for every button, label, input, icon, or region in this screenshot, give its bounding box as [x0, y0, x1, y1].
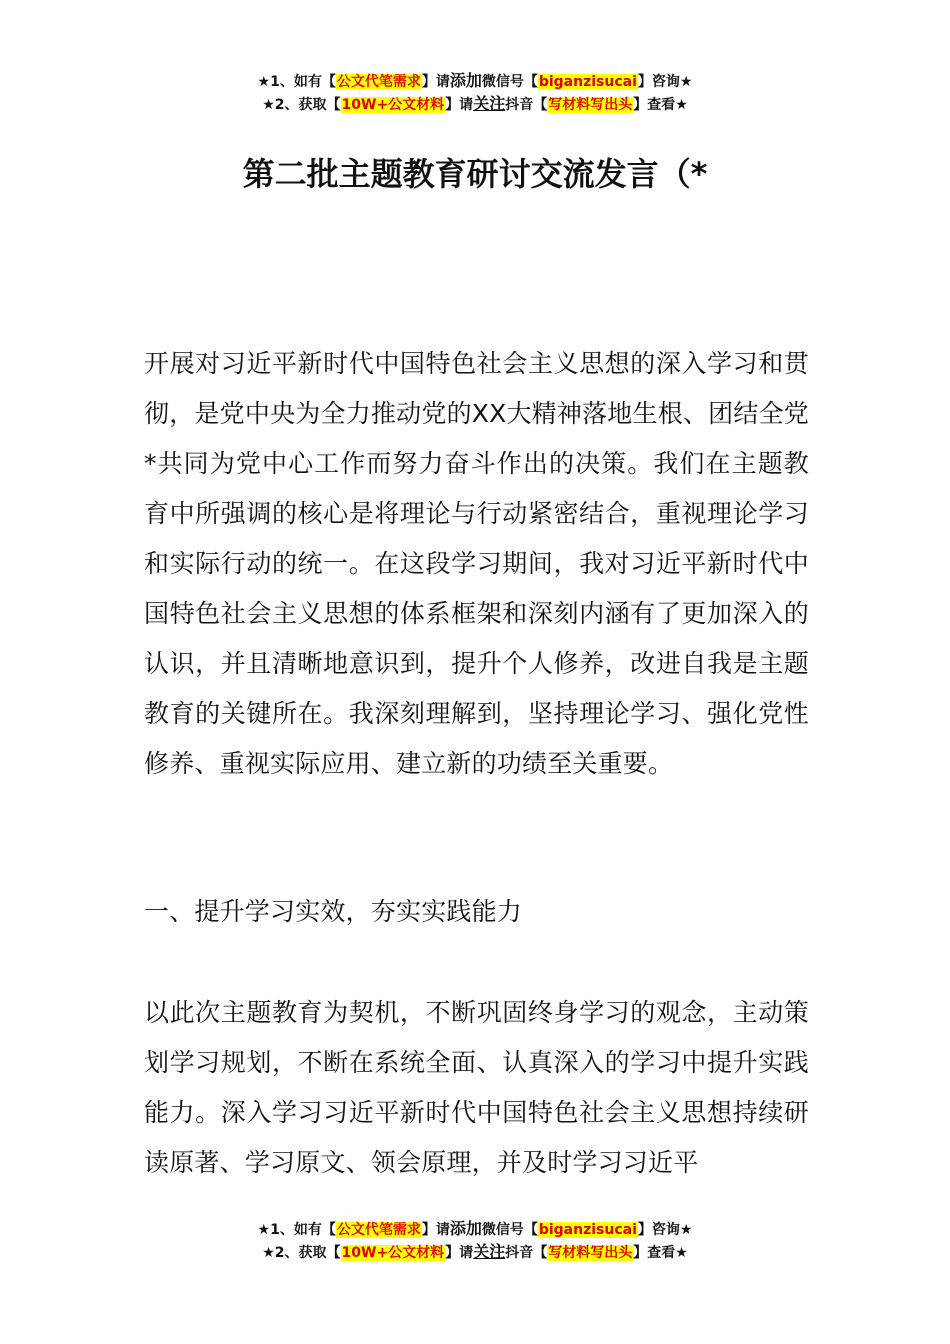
wechat-id-highlight: biganzisucai	[538, 1222, 637, 1238]
wechat-id-highlight: biganzisucai	[538, 74, 637, 90]
document-title: 第二批主题教育研讨交流发言（*	[242, 155, 708, 193]
notice-highlight: 10W+公文材料	[341, 97, 445, 113]
douyin-highlight: 写材料写出头	[548, 97, 633, 113]
notice-highlight: 公文代笔需求	[336, 74, 421, 90]
notice-highlight: 10W+公文材料	[341, 1245, 445, 1261]
notice-highlight: 公文代笔需求	[336, 1222, 421, 1238]
paragraph-text: 开展对习近平新时代中国特色社会主义思想的深入学习和贯彻，是党中央为全力推动党的XX大精神落地生根、团结全党*共同为党中心工作而努力奋斗作出的决策。我们在主题教育中所强调的核心是将理论与行动紧密结合，重视理论学习和实际行动的统一。在这段学习期间，我对习近平新时代中国特色社会主义思想的体系框架和深刻内涵有了更加深入的认识，并且清晰地意识到，提升个人修养，改进自我是主题教育的关键所在。我深刻理解到，坚持理论学习、强化党性修养、重视实际应用、建立新的功绩至关重要。	[144, 349, 809, 778]
notice-line-1: ★1、如有【公文代笔需求】请添加微信号【biganzisucai】咨询★	[257, 1219, 693, 1238]
footer-notice	[0, 1218, 950, 1264]
body-paragraph-2	[144, 988, 809, 1188]
section-heading-text: 一、提升学习实效，夯实实践能力	[144, 897, 523, 926]
paragraph-text: 以此次主题教育为契机，不断巩固终身学习的观念，主动策划学习规划，不断在系统全面、认真深入的学习中提升实践能力。深入学习习近平新时代中国特色社会主义思想持续研读原著、学习原文、领会原理，并及时学习习近平	[144, 998, 809, 1177]
section-heading-1	[144, 887, 809, 937]
header-notice	[0, 70, 950, 116]
notice-line-1: ★1、如有【公文代笔需求】请添加微信号【biganzisucai】咨询★	[257, 71, 693, 90]
notice-line-2: ★2、获取【10W+公文材料】请关注抖音【写材料写出头】查看★	[262, 94, 688, 113]
notice-line-2: ★2、获取【10W+公文材料】请关注抖音【写材料写出头】查看★	[262, 1242, 688, 1261]
body-paragraph-1	[144, 339, 809, 789]
douyin-highlight: 写材料写出头	[548, 1245, 633, 1261]
